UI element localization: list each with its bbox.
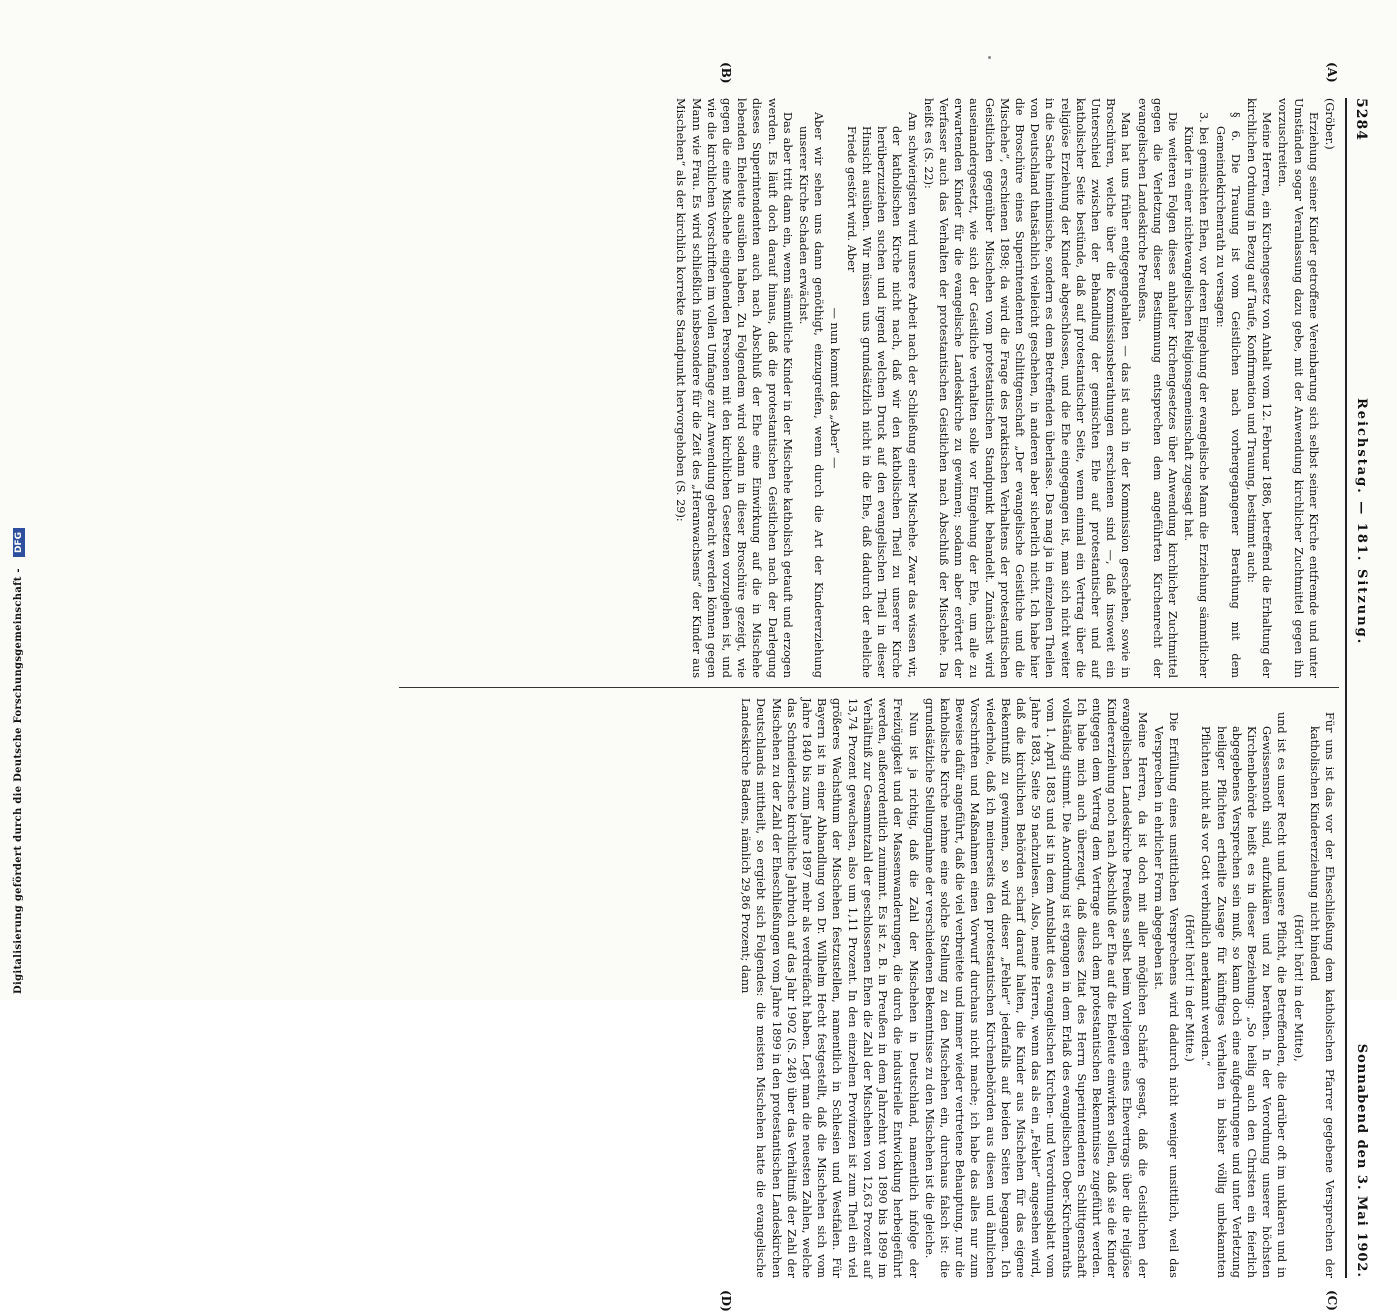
paragraph: § 6. Die Trauung ist vom Geistlichen nach vorhergegangener Berathung mit dem Gemeindekirchenrath zu versagen: (1213, 112, 1242, 678)
margin-marker-b: (B) (719, 62, 733, 84)
paragraph: Nun ist ja richtig, daß die Zahl der Mischehen in Deutschland, namentlich infolge der Freizügigkeit und der Massenwanderungen, die durch die industrielle Entwicklung herbeigeführt werden, außerordentlich zunimmt. Es ist z. B. in Preußen in dem Jahrzehnt von 1890 bis 1899 im Verhältniß zur Gesammtzahl der geschlossenen Ehen die Zahl der Mischehen von 12,63 Prozent auf 13,74 Prozent gewachsen, also um 1,11 Prozent. In den einzelnen Provinzen ist zum Theil ein viel größeres Wachsthum der Mischehen festzustellen, namentlich in Schlesien und Westfalen. Für Bayern ist in einer Abhandlung von Dr. Wilhelm Hecht festgestellt, daß die Mischehen sich vom Jahre 1840 bis zum Jahre 1897 mehr als verdreifacht haben. Legt man die neuesten Zahlen, welche das Schneiderische kirchliche Jahrbuch auf das Jahr 1902 (S. 248) über das Verhältniß der Zahl der Mischehen zu der Zahl der Eheschließungen vom Jahre 1899 in den protestantischen Landeskirchen Deutschlands mittheilt, so ergiebt sich Folgendes: die meisten Mischehen hatte die evangelische Landeskirche Badens, nämlich 29,86 Prozent; dann (739, 698, 920, 1278)
session-date: Sonnabend den 3. Mai 1902. (1354, 1043, 1369, 1278)
dfg-logo: DFG (13, 528, 25, 557)
paragraph: (Gröber.) (1323, 98, 1336, 150)
paragraph: und ist es unser Recht und unsere Pflicht, die Betreffenden, die darüber oft im unklaren und in Gewissensnoth sind, aufzuklären und zu berathen. In der Verordnung unserer höchsten Kirchenbehörde heißt es in dieser Beziehung: „So heilig auch den Christen ein feierlich abgegebenes Versprechen sein muß, so kann doch eine aufgedrungene und unter Verletzung heiliger Pflichten ertheilte Zusage für künftiges Verhalten in bisher völlig unbekannten Pflichten nicht als vor Gott verbindlich anerkannt werden.“ (1199, 712, 1289, 1278)
right-text-column (737, 698, 1337, 1278)
paragraph: Am schwierigsten wird unsere Arbeit nach der Schließung einer Mischehe. Zwar das wissen wir, der katholischen Kirche nicht nach, daß wir den katholischen Theil zu unserer Kirche herüberzuziehen suchen und irgend welchen Druck auf den evangelischen Theil in dieser Hinsicht ausüben. Wir müssen uns grundsätzlich nicht in die Ehe, daß dadurch der eheliche Friede gestört wird. Aber (844, 112, 919, 678)
digitization-footer (6, 528, 25, 994)
paragraph: Man hat uns früher entgegengehalten — das ist auch in der Kommission geschehen, sowie in Broschüren, welche über die Kommissionsberathungen erschienen sind —, daß insoweit ein Unterschied zwischen der Behandlung der gemischten Ehe auf protestantischer und auf katholischer Seite bestünde, daß auf protestantischer Seite, wenn einmal ein Vertrag über die religiöse Erziehung der Kinder abgeschlossen, und die Ehe eingegangen ist, man sich nicht weiter in die Sache hineinmische, sondern es dem Betreffenden überlasse. Das mag ja in einzelnen Theilen von Deutschland thatsächlich vielleicht geschehen, in anderen aber sicherlich nicht. Ich habe hier die Broschüre eines Superintendenten Schlittgenschaft „Der evangelische Geistliche und die Mischehe“, erschienen 1898; da wird die Frage des praktischen Verhaltens der protestantischen Geistlichen gegenüber Mischehen vom protestantischen Standpunkt behandelt. Zunächst wird auseinandergesetzt, wie sich der Geistliche verhalten solle vor Eingehung der Ehe, um alle zu erwartenden Kinder für die evangelische Landeskirche zu gewinnen; sodann aber erörtert der Verfasser auch das Verhalten der protestantischen Geistlichen nach Abschluß der Mischehe. Da heißt es (S. 22): (921, 98, 1133, 678)
paragraph: Meine Herren, ein Kirchengesetz von Anhalt vom 12. Februar 1886, betreffend die Erhaltung der kirchlichen Ordnung in Bezug auf Taufe, Konfirmation und Trauung, bestimmt auch: (1244, 98, 1274, 678)
paragraph: Das aber tritt dann ein, wenn sämmtliche Kinder in der Mischehe katholisch getauft und erzogen werden. Es läuft doch darauf hinaus, daß die protestantischen Geistlichen nach der Darlegung dieses Superintendenten auch nach Abschluß der Ehe eine Einwirkung auf die in Mischehe lebenden Eheleute ausüben haben. Zu Folgendem wird sodann in dieser Broschüre gezeigt, wie gegen die eine Mischehe eingehenden Personen mit den kirchlichen Gesetzen vorzugehen ist, und wie die kirchlichen Vorschriften im vollen Umfange zur Anwendung gebracht werden können gegen Mann wie Frau. Es wird schließlich insbesondere für die Zeit des „Heranwachsens“ der Kinder aus Mischehen“ als der kirchlich korrekte Standpunkt hervorgehoben (S. 29): (674, 98, 794, 678)
margin-marker-c: (C) (1325, 1290, 1339, 1311)
session-title: Reichstag. — 181. Sitzung. (1354, 398, 1369, 646)
left-text-column (672, 98, 1337, 678)
footer-credit: Digitalisierung gefördert durch die Deutsche Forschungsgemeinschaft - (13, 568, 24, 994)
header-rule (1345, 98, 1347, 1278)
column-divider (399, 687, 1339, 688)
paragraph: Meine Herren, da ist doch mit aller möglichen Schärfe gesagt, daß die Geistlichen der evangelischen Landeskirche Preußens selbst beim Vorliegen eines Ehevertrags über die religiöse Kindererziehung noch nach Abschluß der Ehe auf die Eheleute einwirken sollen, daß sie die Kinder entgegen dem Vertrag dem Vertrage auch dem protestantischen Bekenntnisse zugeführt werden. Ich habe mich auch überzeugt, daß dieses Zitat des Herrn Superintendenten Schlittgenschaft vollständig stimmt. Die Anordnung ist ergangen in dem Erlaß des evangelischen Ober-Kirchenraths vom 1. April 1883 und ist in dem Amtsblatt des evangelischen Kirchen- und Verordnungsblatt vom Jahre 1883, Seite 59 nachzulesen. Also, meine Herren, wenn das als ein „Fehler“ angesehen wird, daß die kirchlichen Behörden scharf darauf halten, die Kinder aus Mischehen für das eigene Bekenntniß zu gewinnen, so wird dieser „Fehler“ jedenfalls auf beiden Seiten begangen. Ich wiederhole, daß ich meinerseits den protestantischen Kirchenbehörden aus diesen und ähnlichen Vorschriften und Maßnahmen einen Vorwurf durchaus nicht mache; ich habe das alles nur zum Beweise dafür angeführt, daß die viel verbreitete und immer wieder vertretene Behauptung, nur die katholische Kirche nehme eine solche Stellung zu den Mischehen ein, durchaus falsch ist: die grundsätzliche Stellungnahme der verschiedenen Bekenntnisse zu den Mischehen ist die gleiche. (922, 698, 1149, 1278)
paragraph: Die Erfüllung eines unsittlichen Versprechens wird dadurch nicht weniger unsittlich, weil das Versprechen in ehrlicher Form abgegeben ist. (1151, 712, 1180, 1278)
paragraph: — nun kommt das „Aber“ — (828, 307, 842, 469)
page-number: 5284 (1353, 98, 1369, 141)
margin-marker-a: (A) (1325, 62, 1339, 83)
paragraph: Für uns ist das vor der Eheschließung dem katholischen Pfarrer gegebene Versprechen der katholischen Kindererziehung nicht bindend (1307, 712, 1336, 1278)
paragraph: 3. bei gemischten Ehen, vor deren Eingehung der evangelische Mann die Erziehung sämmtlicher Kinder in einer nichtevangelischen Religionsgemeinschaft zugesagt hat. (1182, 112, 1211, 678)
paragraph: (Hört! hört! in der Mitte), (1291, 914, 1305, 1062)
scan-speck (988, 56, 991, 59)
paragraph: Aber wir sehen uns dann genöthigt, einzugreifen, wenn durch die Art der Kindererziehung unserer Kirche Schaden erwächst. (797, 112, 826, 678)
paragraph: Die weiteren Folgen dieses anhalter Kirchengesetzes über Anwendung kirchlicher Zuchtmittel gegen die Verletzung dieser Bestimmung entsprechen dem angeführten Kirchenrecht der evangelischen Landeskirche Preußens. (1135, 98, 1179, 678)
paragraph: (Hört! hört! in der Mitte.) (1183, 914, 1197, 1062)
paragraph: Erziehung seiner Kinder getroffene Vereinbarung sich selbst seiner Kirche entfremde und unter Umständen sogar Veranlassung dazu gebe, mit der Anwendung kirchlicher Zuchtmittel gegen ihn vorzuschreiten. (1276, 98, 1320, 678)
page-inner (69, 28, 1369, 1312)
margin-marker-d: (D) (719, 1290, 733, 1312)
